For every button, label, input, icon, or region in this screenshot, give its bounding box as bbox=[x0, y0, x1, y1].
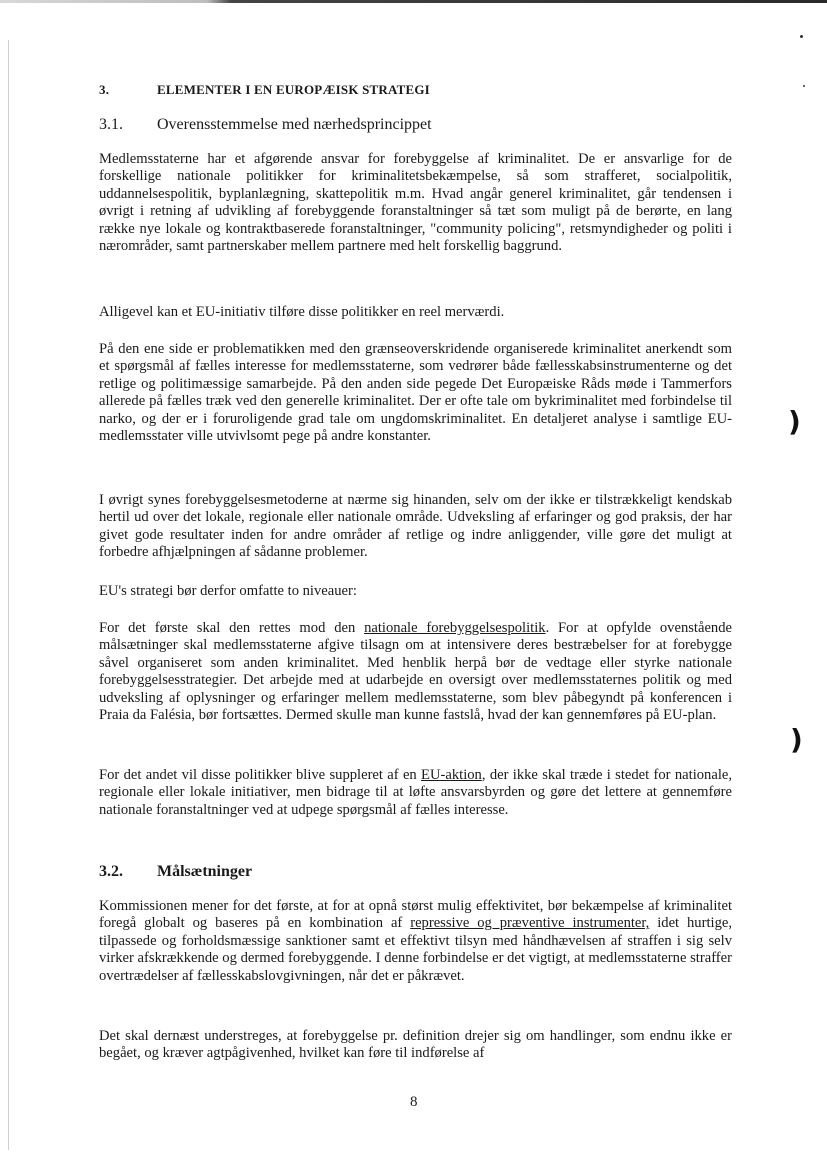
paragraph-7-text-b: , der ikke skal træde i stedet for nationale, regionale eller lokale initiativer, men bidrage til at løfte ansvarsbyrden og gøre det lettere at gennemføre nationale foranstaltninger ved at udpege spørgsmål af fælles interesse. bbox=[99, 767, 732, 818]
scan-top-edge bbox=[0, 0, 827, 3]
subsection-heading-3-2 bbox=[99, 863, 252, 881]
paragraph-6-text-a: For det første skal den rettes mod den bbox=[99, 620, 365, 636]
paragraph-3: På den ene side er problematikken med den grænseoverskridende organiserede kriminalitet anerkendt som et spørgsmål af fælles interesse for medlemsstaterne, som vedrører både fællesskabsinstrumenterne og det retlige og politimæssige samarbejde. På den anden side pegede Det Europæiske Råds møde i Tammerfors allerede på fælles træk ved den generelle kriminalitet. Der er ofte tale om bykriminalitet med forbindelse til narko, og der er i foruroligende grad tale om ungdomskriminalitet. En detaljeret analyse i samtlige EU-medlemsstater ville utvivlsomt pege på andre konstanter. bbox=[99, 341, 732, 445]
scan-left-edge bbox=[8, 40, 9, 1150]
subsection-number: 3.2. bbox=[99, 863, 123, 880]
paragraph-6 bbox=[99, 620, 732, 724]
page-number: 8 bbox=[410, 1094, 418, 1110]
eu-action-link: EU-aktion bbox=[421, 767, 482, 783]
subsection-heading-3-1 bbox=[99, 116, 432, 134]
paragraph-4: I øvrigt synes forebyggelsesmetoderne at nærme sig hinanden, selv om der ikke er tilstrækkeligt kendskab hertil ud over det lokale, regionale eller nationale område. Udveksling af erfaringer og god praksis, der har givet gode resultater inden for andre områder af retlige og indre anliggender, ville gøre det muligt at forbedre afhjælpningen af sådanne problemer. bbox=[99, 492, 732, 561]
paragraph-2: Alligevel kan et EU-initiativ tilføre disse politikker en reel merværdi. bbox=[99, 304, 505, 320]
section-number: 3. bbox=[99, 82, 110, 97]
binder-mark-lower: ) bbox=[790, 723, 803, 756]
subsection-title: Målsætninger bbox=[157, 863, 253, 880]
subsection-number: 3.1. bbox=[99, 116, 123, 133]
paragraph-8-text-b: idet hurtige, tilpassede og forholdsmæssige sanktioner samt et effektivt tilsyn med håndhævelsen af straffen i sig selv virker afskrækkende og dermed forebyggende. I denne forbindelse er det vigtigt, at medlemsstaterne straffer overtrædelser af fællesskabslovgivningen, når det er påkrævet. bbox=[99, 915, 732, 984]
paragraph-7-text-a: For det andet vil disse politikker blive suppleret af en bbox=[99, 767, 422, 783]
paragraph-1: Medlemsstaterne har et afgørende ansvar for forebyggelse af kriminalitet. De er ansvarlige for de forskellige nationale politikker for kriminalitetsbekæmpelse, så som strafferet, socialpolitik, uddannelsespolitik, byplanlægning, skattepolitik m.m. Hvad angår generel kriminalitet, går tendensen i øvrigt i retning af udvikling af forebyggende foranstaltninger så tæt som muligt på de berørte, en lang række nye lokale og kontraktbaserede foranstaltninger, "community policing", retsmyndigheder og politi i nærområder, samt partnerskaber mellem partnere med helt forskellig baggrund. bbox=[99, 151, 732, 255]
scan-speck bbox=[800, 35, 803, 38]
paragraph-8-text-a: Kommissionen mener for det første, at for at opnå størst mulig effektivitet, bør bekæmpelse af kriminalitet foregå globalt og baseres på en kombination af bbox=[99, 898, 732, 932]
paragraph-8 bbox=[99, 898, 732, 985]
national-prevention-policy-link: nationale forebyggelsespolitik bbox=[364, 620, 546, 636]
scan-speck bbox=[803, 85, 805, 87]
binder-mark-upper: ) bbox=[788, 405, 801, 438]
paragraph-6-text-b: . For at opfylde ovenstående målsætninger skal medlemsstaterne afgive tilsagn om at intensivere deres bestræbelser for at forebygge såvel organiseret som anden kriminalitet. Med henblik herpå bør de vedtage eller styrke nationale forebyggelsesstrategier. Det arbejde med at udarbejde en oversigt over medlemsstaternes politik og med udveksling af oplysninger og erfaringer mellem medlemsstaterne, som blev påbegyndt på konferencen i Praia da Falésia, bør fortsættes. Dermed skulle man kunne fastslå, hvad der kan gennemføres på EU-plan. bbox=[99, 620, 732, 724]
paragraph-9: Det skal dernæst understreges, at forebyggelse pr. definition drejer sig om handlinger, som endnu ikke er begået, og kræver agtpågivenhed, hvilket kan føre til indførelse af bbox=[99, 1028, 732, 1062]
paragraph-7 bbox=[99, 767, 732, 819]
section-heading bbox=[99, 82, 430, 98]
section-title: ELEMENTER I EN EUROPÆISK STRATEGI bbox=[157, 82, 430, 97]
subsection-title: Overensstemmelse med nærhedsprincippet bbox=[157, 116, 432, 133]
repressive-preventive-instruments-link: repressive og præventive instrumenter, bbox=[410, 915, 650, 932]
paragraph-5: EU's strategi bør derfor omfatte to niveauer: bbox=[99, 583, 357, 599]
